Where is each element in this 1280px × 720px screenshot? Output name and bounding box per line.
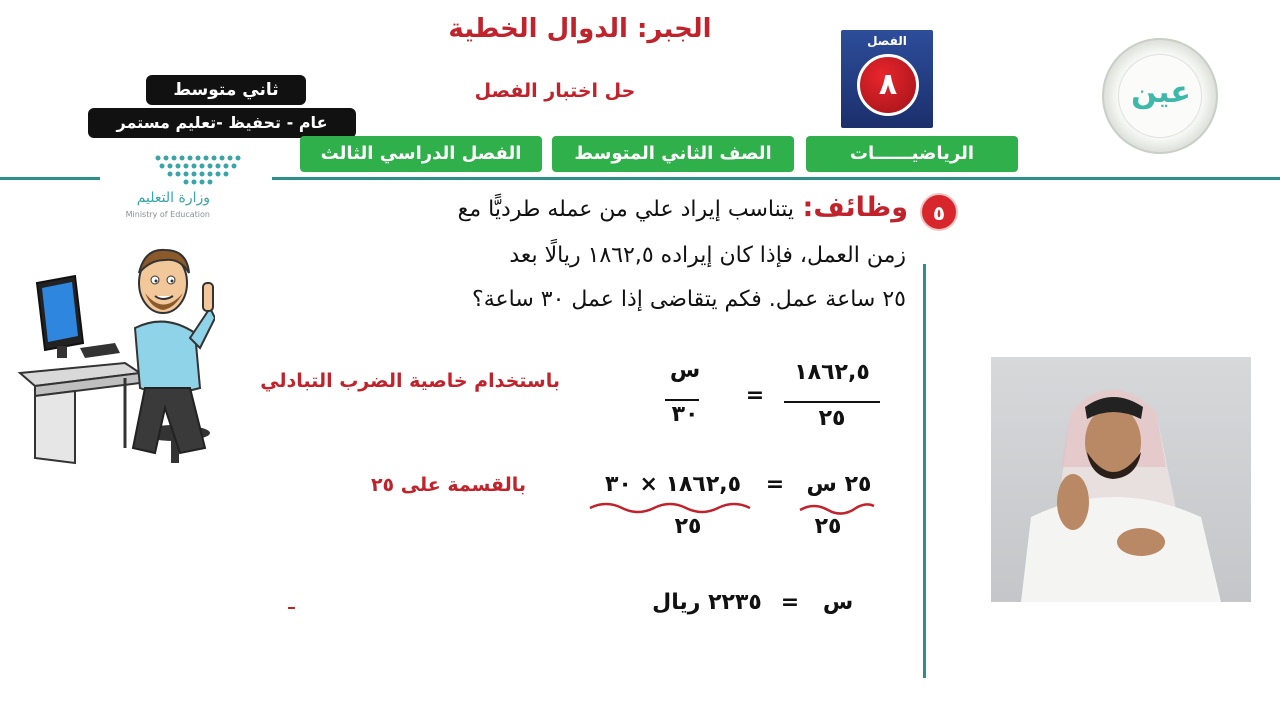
ministry-dots-icon (150, 152, 260, 188)
divider-left (0, 177, 100, 180)
result-value: ٢٢٣٥ ريال (652, 590, 762, 615)
problem-line-1: يتناسب إيراد علي من عمله طرديًّا مع (457, 197, 794, 222)
step2-equals-sign: = (765, 472, 785, 497)
problem-line-3: ٢٥ ساعة عمل. فكم يتقاضى إذا عمل ٣٠ ساعة؟ (472, 287, 906, 312)
ministry-logo (110, 152, 240, 227)
teacher-video (991, 357, 1251, 602)
term-pill: الفصل الدراسي الثالث (300, 136, 542, 172)
teacher-figure-icon (991, 357, 1251, 602)
divider-right (272, 177, 1280, 180)
chapter-circle (857, 54, 919, 116)
ein-logo-inner (1118, 54, 1202, 138)
cartoon-worker-illustration (15, 248, 215, 473)
chapter-word: الفصل (867, 34, 907, 48)
step2-denominator-right-side: ٢٥ (674, 514, 702, 539)
pen-mark (288, 607, 295, 609)
track-label: عام - تحفيظ -تعليم مستمر (88, 108, 356, 138)
division-note: بالقسمة على ٢٥ (370, 474, 526, 496)
fraction1-numerator: ١٨٦٢,٥ (794, 360, 870, 385)
subject-pill: الرياضيــــــات (806, 136, 1018, 172)
problem-line-2: زمن العمل، فإذا كان إيراده ١٨٦٢,٥ ريالًا بعد (509, 243, 906, 268)
fraction1-denominator: ٢٥ (818, 406, 846, 431)
ein-logo-text: عين (1131, 75, 1191, 110)
vertical-divider (923, 264, 926, 678)
step2-left-side: ٢٥ س (806, 472, 872, 497)
fraction1-bar (784, 401, 880, 403)
cross-multiplication-note: باستخدام خاصية الضرب التبادلي (260, 370, 560, 392)
problem-title: وظائف: (802, 192, 908, 223)
fraction2-numerator: س (669, 358, 701, 383)
page-title: الجبر: الدوال الخطية (448, 14, 712, 44)
ministry-english: Ministry of Education (125, 210, 210, 219)
step2-denominator-left-side: ٢٥ (814, 514, 842, 539)
result-equals-sign: = (780, 590, 800, 615)
chapter-badge (841, 30, 933, 128)
ein-logo (1102, 38, 1218, 154)
step2-right-side: ١٨٦٢,٥ × ٣٠ (604, 472, 742, 497)
ministry-arabic: وزارة التعليم (136, 190, 210, 206)
equals-sign: = (745, 383, 765, 408)
grade-label: ثاني متوسط (146, 75, 306, 105)
problem-number: ٥ (920, 193, 958, 231)
fraction2-denominator: ٣٠ (671, 402, 699, 427)
fraction2-bar (665, 399, 699, 401)
chapter-number: ٨ (878, 67, 898, 102)
page-subtitle: حل اختبار الفصل (474, 80, 636, 102)
grade-pill: الصف الثاني المتوسط (552, 136, 794, 172)
result-variable: س (822, 590, 854, 615)
